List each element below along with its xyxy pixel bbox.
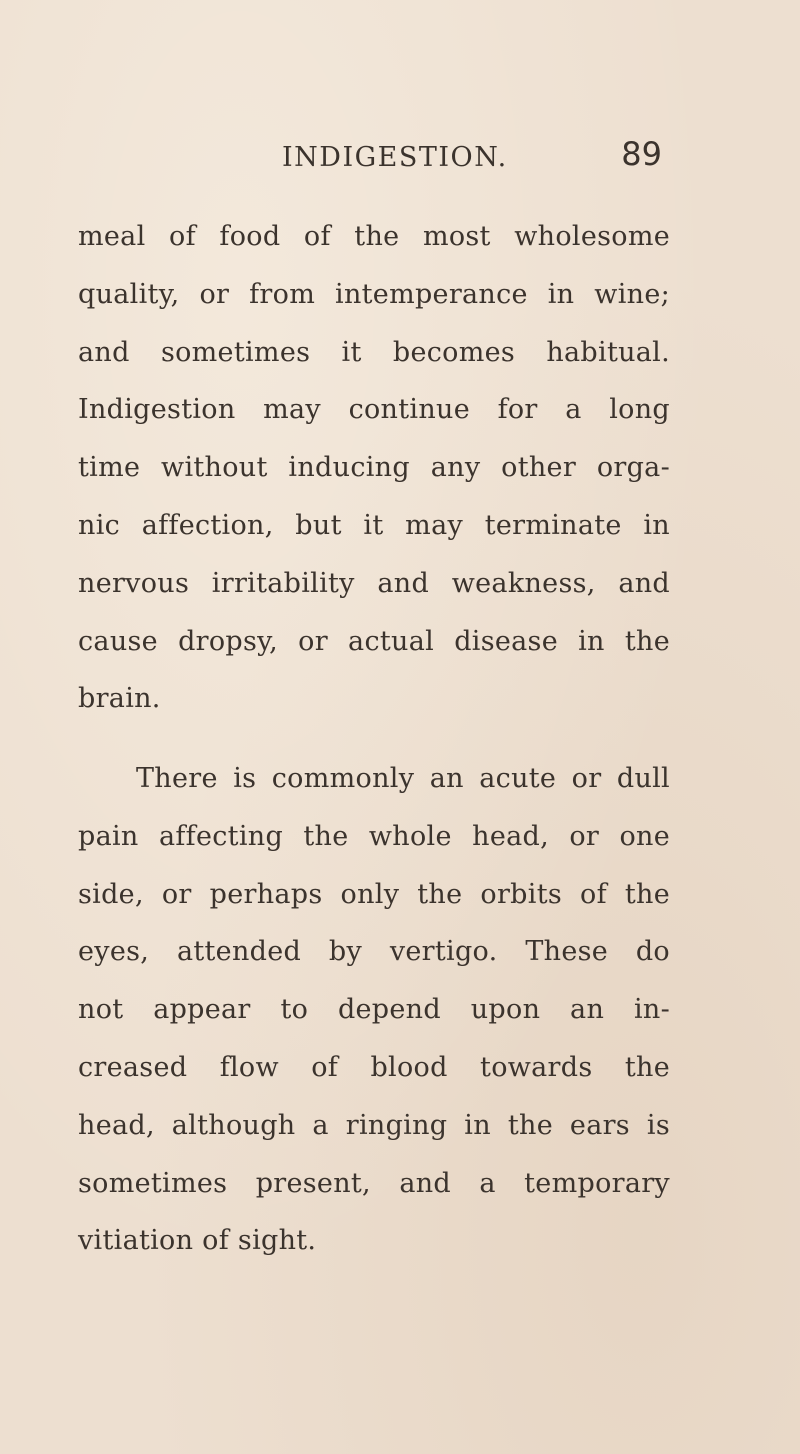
text-line: cause dropsy, or actual disease in the — [78, 625, 670, 657]
text-line: quality, or from intemperance in wine; — [78, 278, 670, 310]
text-line: creased flow of blood towards the — [78, 1051, 670, 1083]
text-line: not appear to depend upon an in- — [78, 994, 670, 1026]
text-line: eyes, attended by vertigo. These do — [78, 936, 670, 968]
text-line: and sometimes it becomes habitual. — [78, 336, 670, 368]
text-line: time without inducing any other orga- — [78, 452, 670, 484]
text-line: sometimes present, and a temporary — [78, 1167, 670, 1199]
text-line: pain affecting the whole head, or one — [78, 820, 670, 852]
text-line: vitiation of sight. — [78, 1225, 317, 1257]
page-header — [282, 135, 662, 178]
text-line: brain. — [78, 683, 161, 715]
text-line: There is commonly an acute or dull — [136, 763, 670, 794]
text-line: meal of food of the most wholesome — [78, 221, 670, 252]
paragraph-1 — [78, 208, 670, 728]
text-line: side, or perhaps only the orbits of the — [78, 878, 670, 910]
page-number: 89 — [621, 135, 662, 173]
text-line: nic affection, but it may terminate in — [78, 509, 670, 541]
text-line: nervous irritability and weakness, and — [78, 567, 670, 599]
text-line: Indigestion may continue for a long — [78, 394, 670, 426]
paragraph-2 — [78, 750, 670, 1270]
text-line: head, although a ringing in the ears is — [78, 1109, 670, 1141]
running-title: INDIGESTION. — [282, 142, 508, 173]
